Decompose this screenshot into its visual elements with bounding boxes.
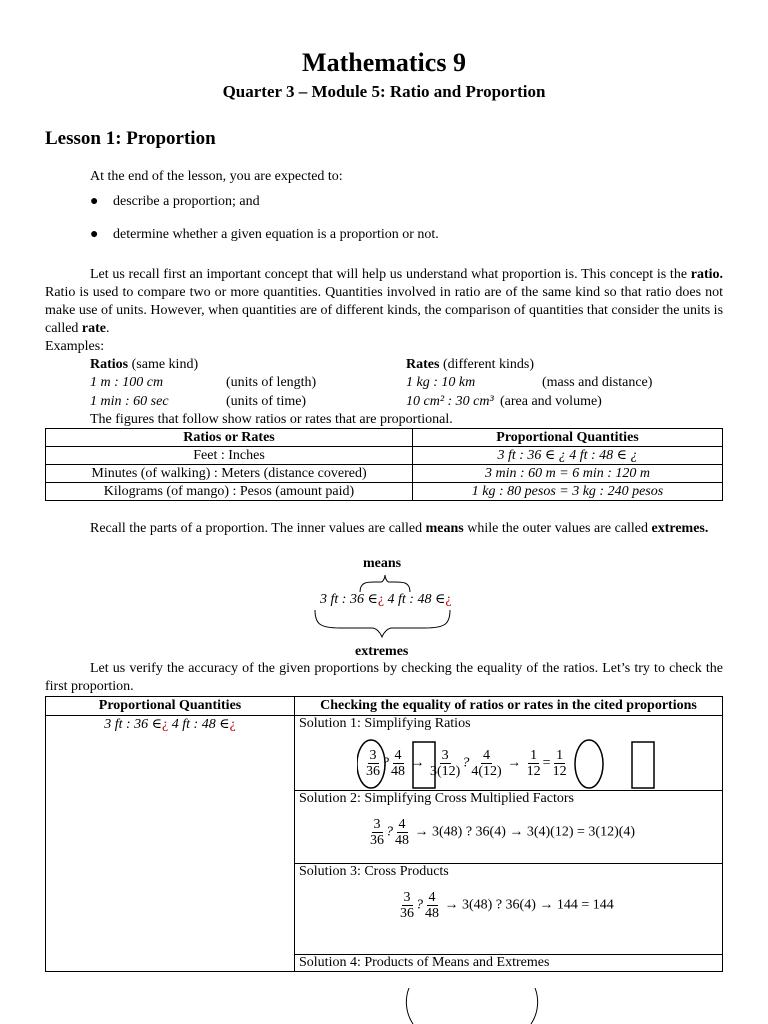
objective-item: ● describe a proportion; and: [90, 194, 260, 209]
table-cell: Feet : Inches: [46, 447, 413, 465]
lesson-heading: Lesson 1: Proportion: [45, 128, 216, 149]
ratio-example-expr: 1 min : 60 sec: [90, 394, 169, 409]
table-header-row: [46, 429, 723, 447]
rate-example-desc: (mass and distance): [542, 375, 653, 390]
solution-4-cell: [295, 955, 723, 972]
means-label: means: [363, 556, 402, 571]
ratio-example-desc: (units of length): [226, 375, 317, 390]
bullet-icon: ●: [90, 194, 99, 209]
solution-1-equation: $\frac{3}{36}$ ? $\frac{4}{48}$ → $\frac{3}{3(12)}$ ? $\frac{4}{4(12)}$ → $\frac{1}{12}$ = $\frac{1}{12}$: [366, 748, 567, 779]
column-header: Checking the equality of ratios or rates in the cited proportions: [295, 697, 723, 716]
solution-2-equation: $\frac{3}{36}$ ? $\frac{4}{48}$ → 3(48) ? 36(4) → 3(4)(12) = 3(12)(4): [370, 817, 636, 848]
solution-3-cell: [295, 864, 723, 955]
table-row: [46, 483, 723, 501]
means-extremes-paragraph: Recall the parts of a proportion. The inner values are called means while the outer values are called extremes.: [90, 521, 709, 536]
table-row: [46, 716, 723, 791]
solution-title: Solution 4: Products of Means and Extremes: [299, 955, 550, 970]
ratios-heading: Ratios (same kind): [90, 357, 199, 372]
solution-title: Solution 1: Simplifying Ratios: [299, 716, 471, 731]
solution-3-equation: $\frac{3}{36}$ ? $\frac{4}{48}$ → 3(48) ? 36(4) → 144 = 144: [400, 890, 614, 921]
solution-1-cell: [295, 716, 723, 791]
table-cell: 3 min : 60 m = 6 min : 120 m: [413, 465, 723, 483]
examples-label: Examples:: [45, 339, 105, 354]
solution-title: Solution 3: Cross Products: [299, 864, 449, 879]
figures-intro: The figures that follow show ratios or rates that are proportional.: [90, 412, 453, 427]
ratio-example-expr: 1 m : 100 cm: [90, 375, 164, 390]
page-title: Mathematics 9: [302, 48, 466, 77]
table-row: [46, 465, 723, 483]
rates-heading: Rates (different kinds): [406, 357, 535, 372]
solution-1-annotations: [357, 736, 727, 796]
table-header-row: [46, 697, 723, 716]
bullet-icon: ●: [90, 227, 99, 242]
objectives-intro: At the end of the lesson, you are expected to:: [90, 169, 343, 184]
module-subtitle: Quarter 3 – Module 5: Ratio and Proportion: [222, 82, 546, 101]
table-cell: Kilograms (of mango) : Pesos (amount paid): [46, 483, 413, 501]
partial-brace-drawing: [395, 984, 545, 1024]
verify-paragraph: Let us verify the accuracy of the given proportions by checking the equality of the ratios. Let’s try to check the first proportion.: [45, 661, 723, 694]
proportion-cell: 3 ft : 36 ∈¿ 4 ft : 48 ∈¿: [46, 716, 295, 972]
ratios-rates-table: [45, 428, 723, 501]
rate-example-desc: (area and volume): [500, 394, 602, 409]
extremes-label: extremes: [355, 644, 409, 659]
extremes-brace: [310, 608, 455, 638]
checking-table: [45, 696, 723, 972]
objective-item: ● determine whether a given equation is a proportion or not.: [90, 227, 439, 242]
rate-example-expr: 10 cm² : 30 cm³: [406, 394, 494, 409]
column-header: Proportional Quantities: [46, 697, 295, 716]
table-cell: 1 kg : 80 pesos = 3 kg : 240 pesos: [413, 483, 723, 501]
column-header: Ratios or Rates: [46, 429, 413, 447]
proportion-expression: 3 ft : 36 ∈¿ 4 ft : 48 ∈¿: [320, 592, 452, 607]
table-cell: Minutes (of walking) : Meters (distance covered): [46, 465, 413, 483]
solution-title: Solution 2: Simplifying Cross Multiplied Factors: [299, 791, 574, 806]
column-header: Proportional Quantities: [413, 429, 723, 447]
solution-2-cell: [295, 791, 723, 864]
rate-example-expr: 1 kg : 10 km: [406, 375, 476, 390]
ratio-rate-paragraph: Let us recall first an important concept that will help us understand what proportion is. This concept is the ratio. Ratio is used to compare two or more quantities. Quantities involved in ratio are of the same kind so that ratio does not make use of units. However, when quantities are of different kinds, the comparison of quantities that consider the units is called rate.: [45, 267, 724, 336]
ratio-example-desc: (units of time): [226, 394, 307, 409]
table-cell: 3 ft : 36 ∈ ¿ 4 ft : 48 ∈ ¿: [413, 447, 723, 465]
table-row: [46, 447, 723, 465]
